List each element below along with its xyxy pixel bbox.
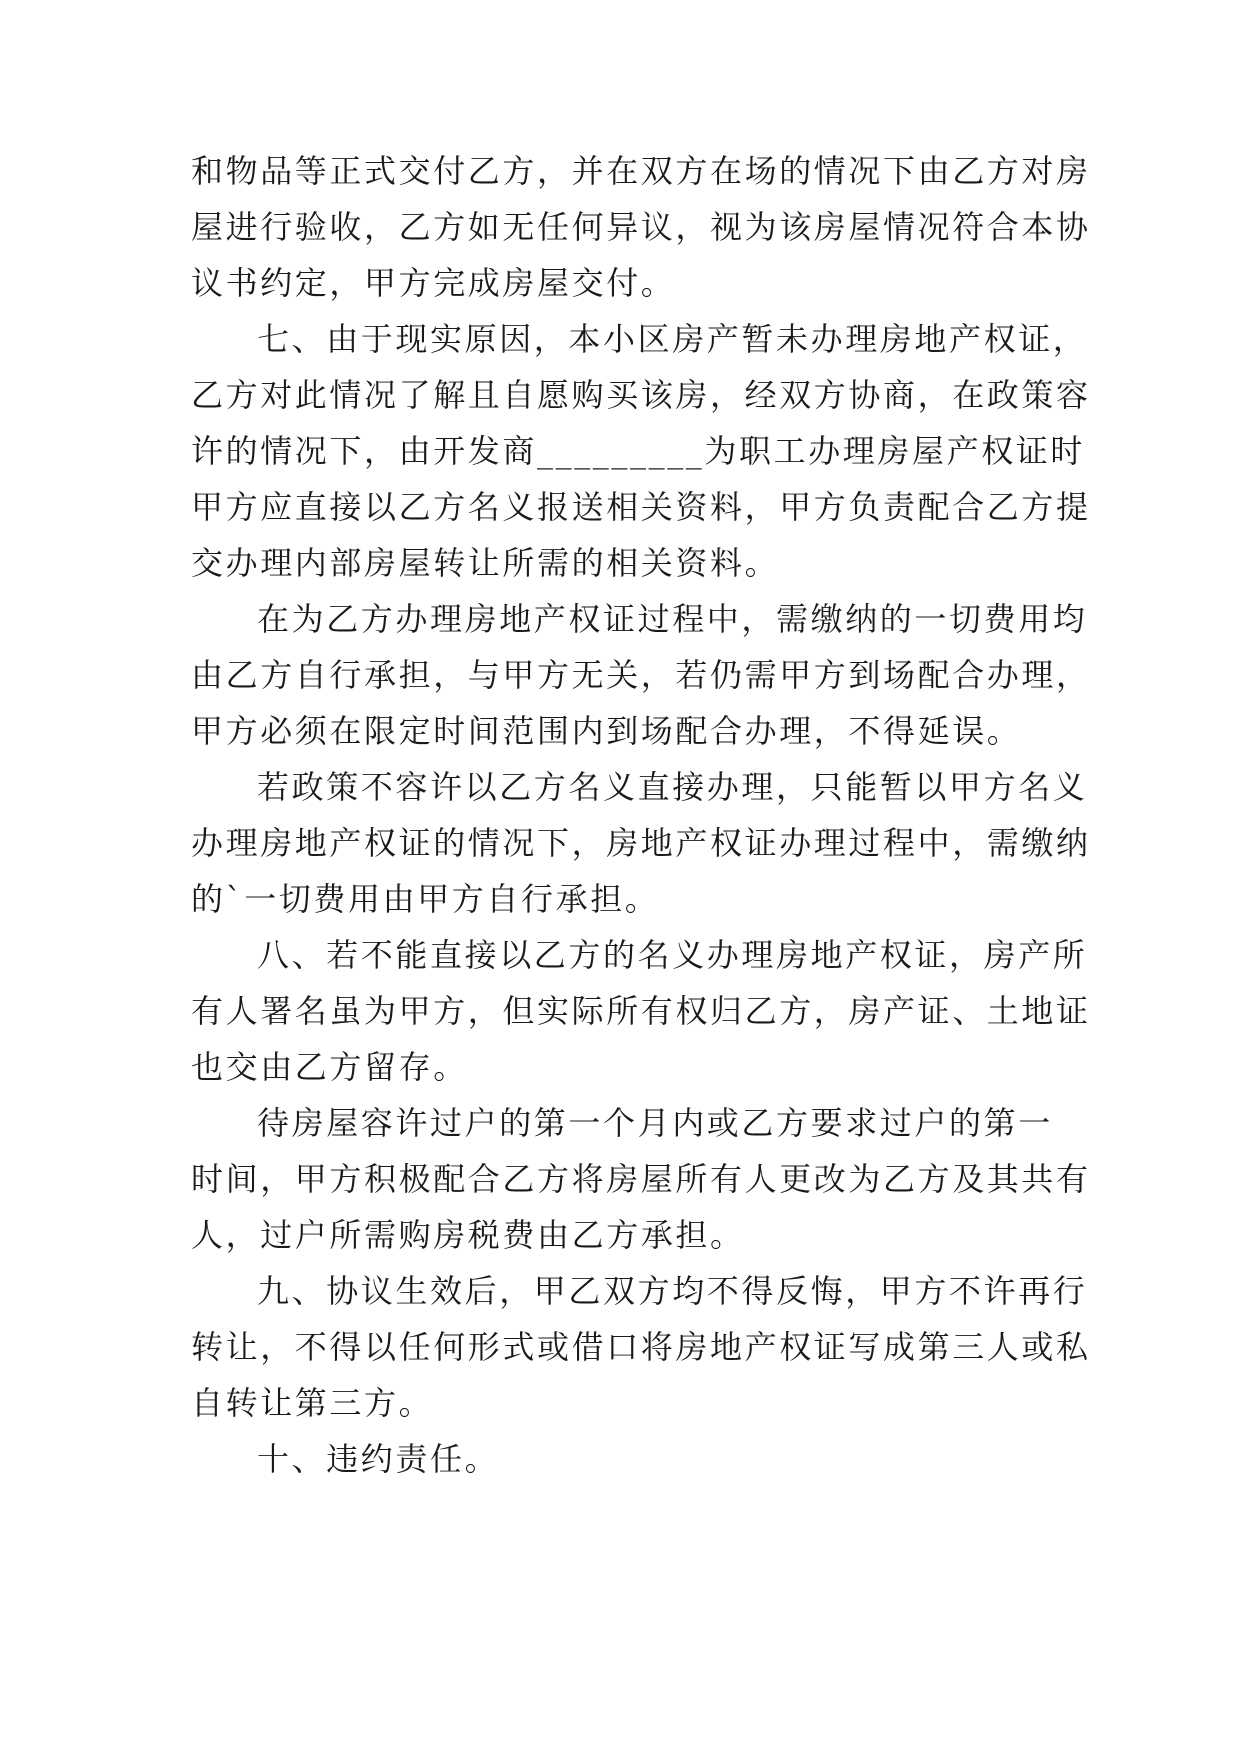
text-line: 由乙方自行承担，与甲方无关，若仍需甲方到场配合办理， bbox=[191, 656, 1091, 694]
text-line: 自转让第三方。 bbox=[191, 1384, 434, 1422]
text-line: 的`一切费用由甲方自行承担。 bbox=[191, 880, 660, 918]
text-line: 人，过户所需购房税费由乙方承担。 bbox=[191, 1216, 745, 1254]
text-line: 交办理内部房屋转让所需的相关资料。 bbox=[191, 544, 780, 582]
text-line: 甲方必须在限定时间范围内到场配合办理，不得延误。 bbox=[191, 712, 1022, 750]
paragraph-first-line: 待房屋容许过户的第一个月内或乙方要求过户的第一 bbox=[257, 1104, 1053, 1142]
text-line: 转让，不得以任何形式或借口将房地产权证写成第三人或私 bbox=[191, 1328, 1091, 1366]
text-line: 时间，甲方积极配合乙方将房屋所有人更改为乙方及其共有 bbox=[191, 1160, 1091, 1198]
paragraph-7-first-line: 七、由于现实原因，本小区房产暂未办理房地产权证， bbox=[257, 320, 1088, 358]
text-line: 也交由乙方留存。 bbox=[191, 1048, 468, 1086]
text-line: 和物品等正式交付乙方，并在双方在场的情况下由乙方对房 bbox=[191, 152, 1091, 190]
paragraph-9-first-line: 九、协议生效后，甲乙双方均不得反悔，甲方不许再行 bbox=[257, 1272, 1088, 1310]
text-line: 屋进行验收，乙方如无任何异议，视为该房屋情况符合本协 bbox=[191, 208, 1091, 246]
paragraph-first-line: 在为乙方办理房地产权证过程中，需缴纳的一切费用均 bbox=[257, 600, 1088, 638]
text-line: 议书约定，甲方完成房屋交付。 bbox=[191, 264, 676, 302]
text-line: 乙方对此情况了解且自愿购买该房，经双方协商，在政策容 bbox=[191, 376, 1091, 414]
paragraph-first-line: 若政策不容许以乙方名义直接办理，只能暂以甲方名义 bbox=[257, 768, 1088, 806]
paragraph-8-first-line: 八、若不能直接以乙方的名义办理房地产权证，房产所 bbox=[257, 936, 1088, 974]
text-line: 甲方应直接以乙方名义报送相关资料，甲方负责配合乙方提 bbox=[191, 488, 1091, 526]
paragraph-10-first-line: 十、违约责任。 bbox=[257, 1440, 500, 1478]
text-line: 许的情况下，由开发商_________为职工办理房屋产权证时 bbox=[191, 432, 1086, 470]
text-line: 有人署名虽为甲方，但实际所有权归乙方，房产证、土地证 bbox=[191, 992, 1091, 1030]
text-line: 办理房地产权证的情况下，房地产权证办理过程中，需缴纳 bbox=[191, 824, 1091, 862]
